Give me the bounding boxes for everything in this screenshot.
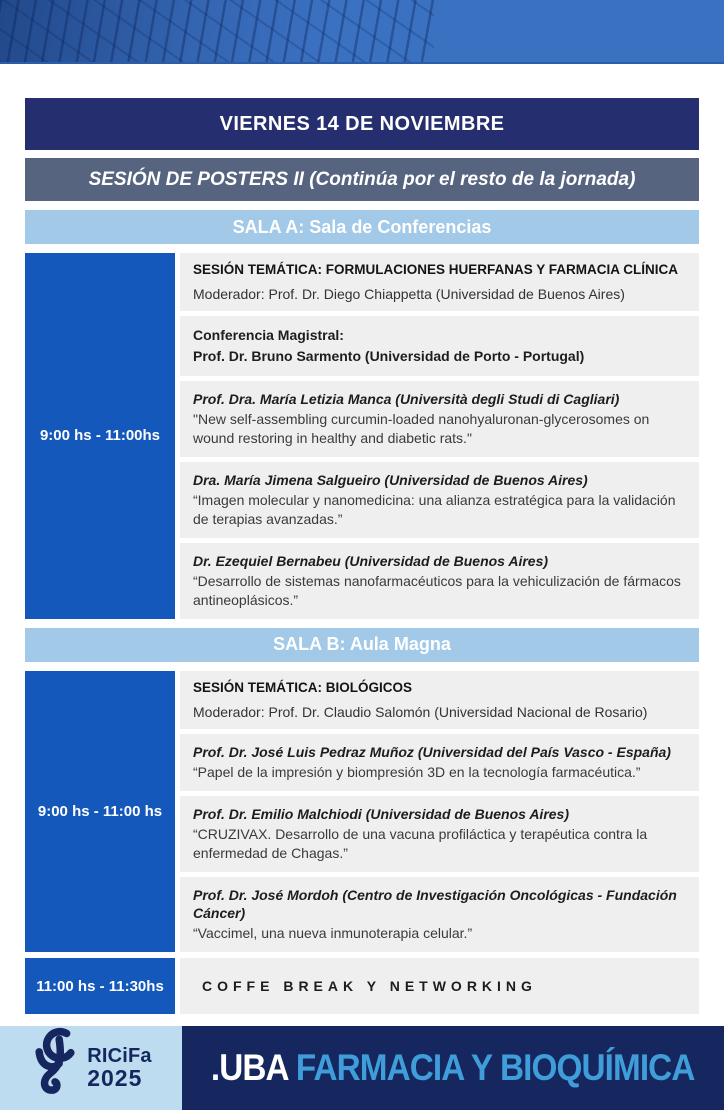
sala-b-banner: SALA B: Aula Magna [25,628,699,662]
sala-a-time [25,253,175,619]
sala-a-block [25,253,699,619]
talk-row [180,877,699,952]
talk-title: “Vaccimel, una nueva inmunoterapia celular.” [193,925,473,942]
poster-session-banner: SESIÓN DE POSTERS II (Continúa por el resto de la jornada) [25,158,699,201]
sala-a-keynote-row [180,316,699,376]
sala-b-time-label: 9:00 hs - 11:00 hs [37,803,163,821]
sala-b-time [25,671,175,952]
footer [0,1026,724,1110]
sala-a-banner: SALA A: Sala de Conferencias [25,210,699,244]
sala-a-session-row [180,253,699,311]
talk-row [180,734,699,791]
uba-brand-panel [182,1026,724,1110]
sala-b-rows [180,671,699,952]
talk-title: “CRUZIVAX. Desarrollo de una vacuna profiláctica y terapéutica contra la enfermedad de Chagas.” [193,826,648,862]
talk-speaker: Prof. Dr. José Mordoh (Centro de Investigación Oncológicas - Fundación Cáncer) [193,886,677,922]
talk-speaker: Prof. Dr. Emilio Malchiodi (Universidad de Buenos Aires) [193,805,569,822]
coffee-break-label: COFFE BREAK Y NETWORKING [180,958,699,1014]
talk-row [180,381,699,457]
talk-speaker: Prof. Dr. José Luis Pedraz Muñoz (Universidad del País Vasco - España) [193,743,671,760]
coffee-break-time-label: 11:00 hs - 11:30hs [36,977,164,995]
sala-b-moderator: Moderador: Prof. Dr. Claudio Salomón (Universidad Nacional de Rosario) [193,703,648,720]
talk-speaker: Prof. Dra. María Letizia Manca (Università degli Studi di Cagliari) [193,391,620,407]
sala-a-time-label: 9:00 hs - 11:00hs [39,427,161,445]
sala-b-session-title: SESIÓN TEMÁTICA: BIOLÓGICOS [193,679,413,695]
date-banner: VIERNES 14 DE NOVIEMBRE [25,98,699,150]
program-content [0,64,724,1014]
ricifa-snake-icon [30,1026,80,1111]
ricifa-logo-year: 2025 [87,1064,143,1091]
glass-building-photo [0,0,434,62]
ricifa-logo-name: RICiFa [87,1045,152,1068]
sala-a-session-title: SESIÓN TEMÁTICA: FORMULACIONES HUERFANAS Y FARMACIA CLÍNICA [193,262,679,277]
talk-row [180,796,699,872]
talk-title: “Desarrollo de sistemas nanofarmacéuticos para la vehiculización de fármacos antineoplásicos.” [193,573,681,609]
talk-row [180,543,699,619]
keynote-label: Conferencia Magistral: [193,327,344,343]
coffee-break-row [25,958,699,1014]
faculty-wordmark: FARMACIA Y BIOQUÍMICA [296,1047,695,1089]
sala-b-block [25,671,699,952]
building-photo-banner [0,0,724,64]
sala-a-moderator: Moderador: Prof. Dr. Diego Chiappetta (Universidad de Buenos Aires) [193,286,625,302]
sala-b-session-row [180,671,699,729]
talk-row [180,462,699,538]
coffee-break-time [25,958,175,1014]
keynote-speaker: Prof. Dr. Bruno Sarmento (Universidad de Porto - Portugal) [193,348,585,364]
talk-title: "New self-assembling curcumin-loaded nanohyaluronan-glycerosomes on wound restoring in healthy and diabetic rats." [193,411,650,447]
uba-brand [211,1047,695,1089]
talk-title: “Papel de la impresión y biompresión 3D en la tecnología farmacéutica.” [193,764,641,781]
ricifa-logo-text [87,1046,152,1090]
talk-speaker: Dr. Ezequiel Bernabeu (Universidad de Buenos Aires) [193,552,549,569]
talk-speaker: Dra. María Jimena Salgueiro (Universidad de Buenos Aires) [193,471,588,488]
uba-wordmark: .UBA [211,1047,289,1089]
sala-a-rows [180,253,699,619]
talk-title: “Imagen molecular y nanomedicina: una alianza estratégica para la validación de terapias avanzadas.” [193,492,676,528]
ricifa-logo-panel [0,1026,182,1110]
